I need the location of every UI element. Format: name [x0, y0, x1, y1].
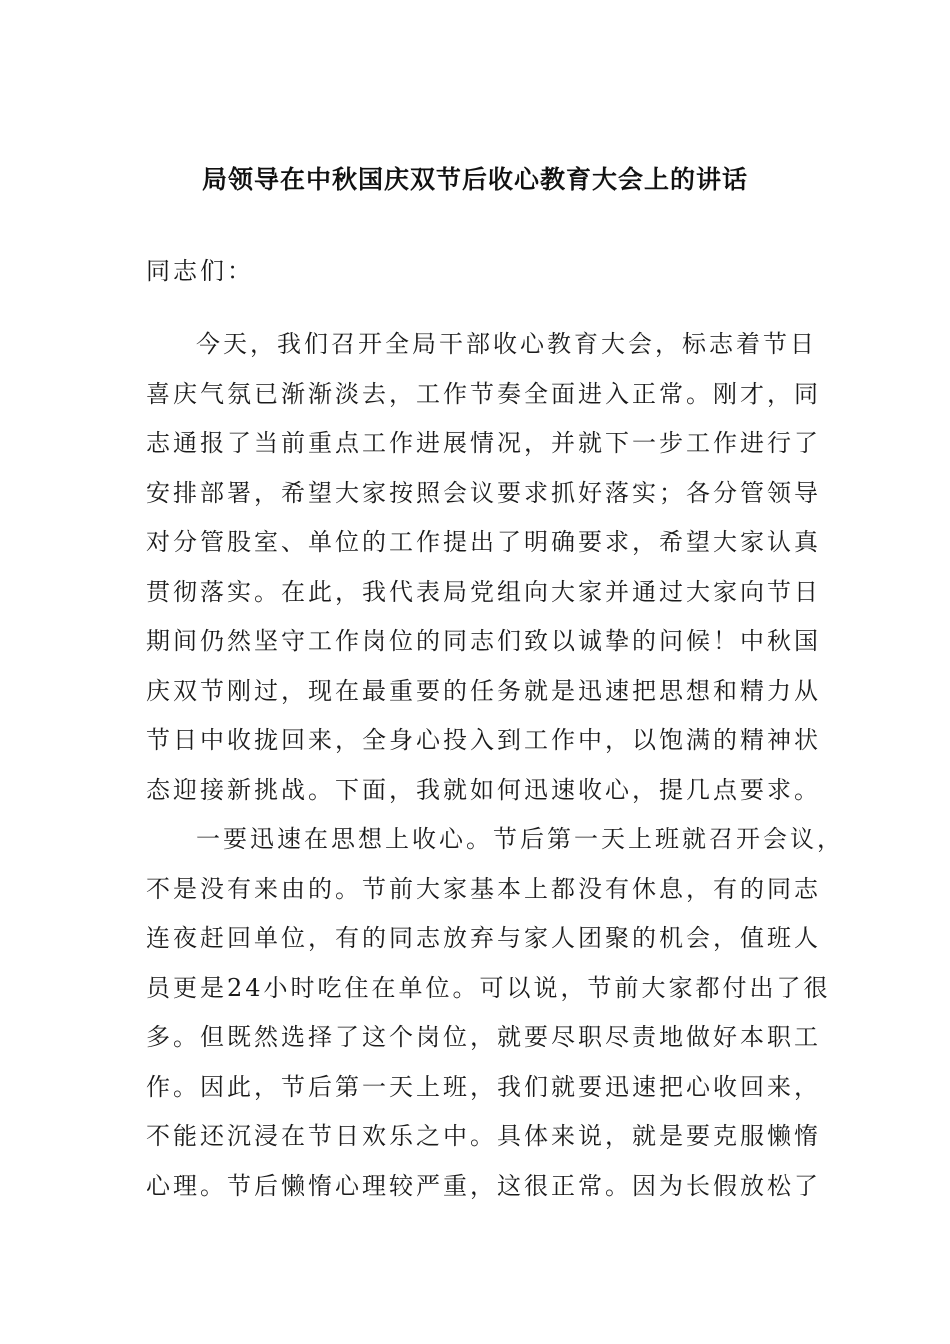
- paragraph-line: 不是没有来由的。节前大家基本上都没有休息，有的同志: [146, 874, 821, 903]
- paragraph-line: 贯彻落实。在此，我代表局党组向大家并通过大家向节日: [146, 577, 821, 606]
- paragraph-line: 不能还沉浸在节日欢乐之中。具体来说，就是要克服懒惰: [146, 1122, 821, 1150]
- paragraph-line: 今天，我们召开全局干部收心教育大会，标志着节日: [196, 330, 817, 358]
- paragraph-line: 心理。节后懒惰心理较严重，这很正常。因为长假放松了: [146, 1171, 821, 1200]
- paragraph-line: 节日中收拢回来，全身心投入到工作中，以饱满的精神状: [146, 726, 821, 754]
- paragraph-1: [146, 320, 826, 815]
- paragraph-line: 喜庆气氛已渐渐淡去，工作节奏全面进入正常。刚才，同: [146, 379, 821, 408]
- salutation: [146, 247, 826, 297]
- salutation-text: 同志们：: [146, 257, 254, 285]
- paragraph-line: 一要迅速在思想上收心。节后第一天上班就召开会议，: [196, 825, 844, 853]
- paragraph-line: 连夜赶回单位，有的同志放弃与家人团聚的机会，值班人: [146, 924, 821, 952]
- paragraph-line: 对分管股室、单位的工作提出了明确要求，希望大家认真: [146, 528, 821, 556]
- paragraph-line: 期间仍然坚守工作岗位的同志们致以诚挚的问候！中秋国: [146, 627, 821, 655]
- paragraph-line: 多。但既然选择了这个岗位，就要尽职尽责地做好本职工: [146, 1023, 821, 1051]
- paragraph-2: [146, 815, 844, 1211]
- paragraph-line: 庆双节刚过，现在最重要的任务就是迅速把思想和精力从: [146, 676, 821, 705]
- paragraph-line: 态迎接新挑战。下面，我就如何迅速收心，提几点要求。: [146, 775, 821, 804]
- paragraph-line: 作。因此，节后第一天上班，我们就要迅速把心收回来，: [146, 1072, 821, 1101]
- paragraph-line: 志通报了当前重点工作进展情况，并就下一步工作进行了: [146, 429, 821, 457]
- document-title: 局领导在中秋国庆双节后收心教育大会上的讲话: [201, 165, 748, 194]
- paragraph-line: 员更是24小时吃住在单位。可以说，节前大家都付出了很: [146, 973, 831, 1002]
- paragraph-line: 安排部署，希望大家按照会议要求抓好落实；各分管领导: [146, 478, 821, 507]
